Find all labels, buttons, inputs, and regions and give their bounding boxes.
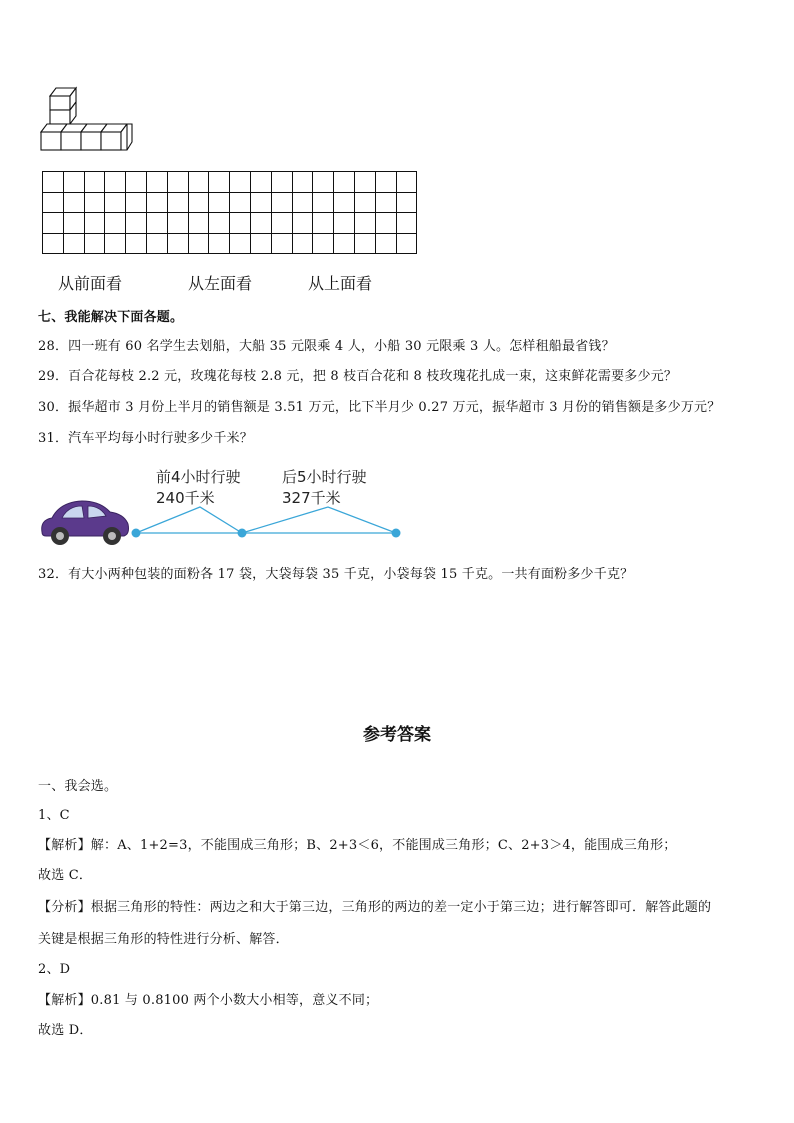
question-32: 32．有大小两种包装的面粉各 17 袋，大袋每袋 35 千克，小袋每袋 15 千克。一共有面粉多少千克？ [38,567,634,582]
route-first-time-label: 前4小时行驶 [156,468,241,486]
drawing-grid [42,171,417,254]
cube-stack-figure [38,84,138,156]
answer-2-conclusion: 故选 D． [38,1023,93,1038]
question-31: 31．汽车平均每小时行驶多少千米？ [38,431,253,446]
answer-1-reasoning-line-2: 关键是根据三角形的特性进行分析、解答． [38,932,289,947]
answer-1-analysis: 【解析】解：A、1+2=3，不能围成三角形；B、2+3＜6，不能围成三角形；C、2+3＞4，能围成三角形； [38,838,677,853]
answer-2: 2、D [38,962,71,977]
question-28: 28．四一班有 60 名学生去划船，大船 35 元限乘 4 人，小船 30 元限乘 3 人。怎样租船最省钱？ [38,339,615,354]
route-second-time-label: 后5小时行驶 [282,468,367,486]
answer-1: 1、C [38,808,70,823]
view-label-front: 从前面看 [58,274,123,293]
view-label-left: 从左面看 [188,274,253,293]
answer-1-conclusion: 故选 C． [38,868,93,883]
route-first-distance-label: 240千米 [156,489,215,507]
section-7-title: 七、我能解决下面各题。 [38,310,184,325]
question-30: 30．振华超市 3 月份上半月的销售额是 3.51 万元，比下半月少 0.27 万元，振华超市 3 月份的销售额是多少万元？ [38,400,721,415]
route-second-distance-label: 327千米 [282,489,341,507]
answers-title: 参考答案 [363,725,431,745]
view-label-top: 从上面看 [308,274,373,293]
answer-2-analysis: 【解析】0.81 与 0.8100 两个小数大小相等，意义不同； [38,993,379,1008]
answer-1-reasoning-line-1: 【分析】根据三角形的特性：两边之和大于第三边，三角形的两边的差一定小于第三边；进行解答即可．解答此题的 [38,900,712,915]
question-29: 29．百合花每枝 2.2 元，玫瑰花每枝 2.8 元，把 8 枝百合花和 8 枝玫瑰花扎成一束，这束鲜花需要多少元？ [38,369,678,384]
car-illustration [38,496,134,548]
answers-part-1-heading: 一、我会选。 [38,779,118,794]
